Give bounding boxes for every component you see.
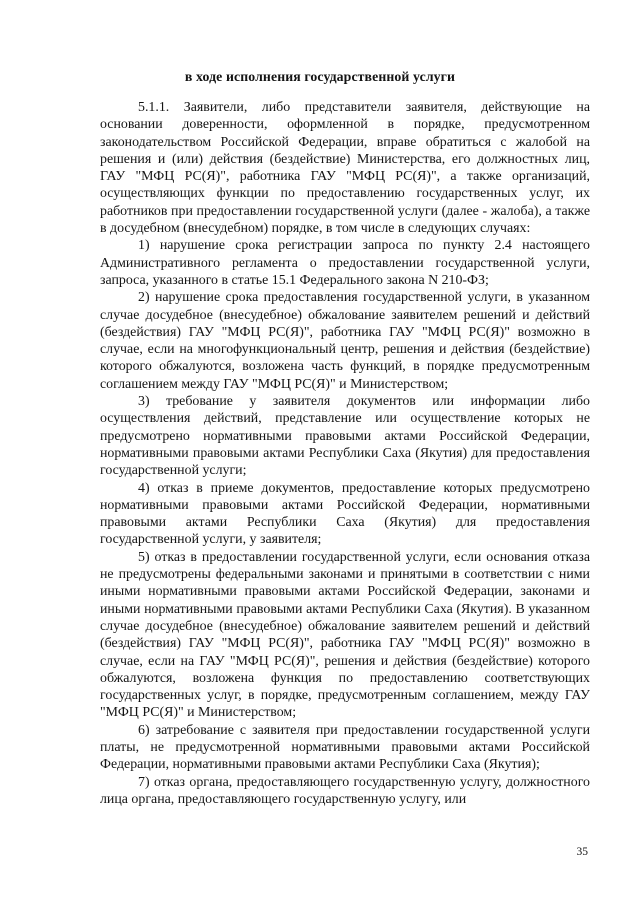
list-item-6: 6) затребование с заявителя при предоставлении государственной услуги платы, не предусмотренной нормативными правовыми актами Российской Федерации, нормативными правовыми актами Республики Саха (Якутия); — [100, 722, 590, 773]
paragraph-5-1-1: 5.1.1. Заявители, либо представители заявителя, действующие на основании доверенности, оформленной в порядке, предусмотренном законодательством Российской Федерации, вправе обратиться с жалобой на решения и (или) действия (бездействие) Министерства, его должностных лиц, ГАУ "МФЦ РС(Я)", работника ГАУ "МФЦ РС(Я)", а также организаций, осуществляющих функции по предоставлению государственных услуг, их работников при предоставлении государственной услуги (далее - жалоба), а также в досудебном (внесудебном) порядке, в том числе в следующих случаях: — [100, 100, 590, 237]
section-heading: в ходе исполнения государственной услуги — [184, 69, 456, 84]
list-item-4: 4) отказ в приеме документов, предоставление которых предусмотрено нормативными правовыми актами Российской Федерации, нормативными правовыми актами Республики Саха (Якутия) для предоставления государственной услуги, у заявителя; — [100, 480, 590, 548]
body-text — [100, 99, 590, 808]
list-item-1: 1) нарушение срока регистрации запроса по пункту 2.4 настоящего Административного регламента о предоставлении государственной услуги, запроса, указанного в статье 15.1 Федерального закона N 210-ФЗ; — [100, 238, 590, 288]
page-number: 35 — [576, 846, 588, 858]
list-item-5: 5) отказ в предоставлении государственной услуги, если основания отказа не предусмотрены федеральными законами и принятыми в соответствии с ними иными нормативными правовыми актами Российской Федерации, законами и иными нормативными правовыми актами Республики Саха (Якутия). В указанном случае досудебное (внесудебное) обжалование заявителем решений и действий (бездействия) ГАУ "МФЦ РС(Я)", работника ГАУ "МФЦ РС(Я)" возможно в случае, если на ГАУ "МФЦ РС(Я)", решения и действия (бездействие) которого обжалуются, возложена функция по предоставлению соответствующих государственных услуг, в порядке, предусмотренным соглашением, между ГАУ "МФЦ РС(Я)" и Министерством; — [100, 549, 590, 721]
list-item-2: 2) нарушение срока предоставления государственной услуги, в указанном случае досудебное (внесудебное) обжалование заявителем решений и действий (бездействия) ГАУ "МФЦ РС(Я)", работника ГАУ "МФЦ РС(Я)" возможно в случае, если на многофункциональный центр, решения и действия (бездействие) которого обжалуются, возложена часть функций, в порядке предусмотренным соглашением между ГАУ "МФЦ РС(Я)" и Министерством; — [100, 290, 590, 392]
list-item-3: 3) требование у заявителя документов или информации либо осуществления действий, представление или осуществление которых не предусмотрено нормативными правовыми актами Российской Федерации, нормативными правовыми актами Республики Саха (Якутия) для предоставления государственной услуги; — [100, 394, 590, 479]
list-item-7: 7) отказ органа, предоставляющего государственную услугу, должностного лица органа, предоставляющего государственную услугу, или — [100, 774, 590, 807]
